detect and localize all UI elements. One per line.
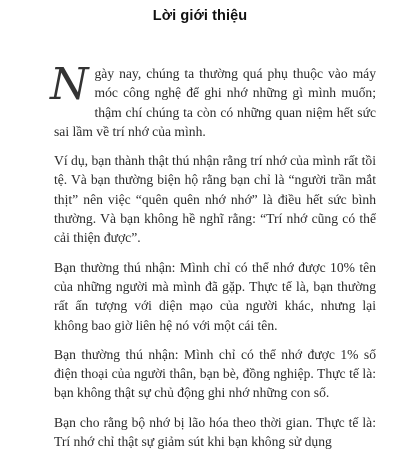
page-body — [50, 59, 376, 461]
paragraph-3: Bạn thường thú nhận: Mình chỉ có thể nhớ được 10% tên của những người mà mình đã gặp. Thực tế là, bạn thường rất ấn tượng với diện mạo của người khác, nhưng lại không bao giờ liên hệ nó với một cái tên. — [54, 259, 376, 333]
paragraph-1-text: gày nay, chúng ta thường quá phụ thuộc vào máy móc công nghệ để ghi nhớ những gì mình muốn; thậm chí chúng ta còn có những quan niệm hết sức sai lầm về trí nhớ của mình. — [54, 66, 376, 139]
page-title: Lời giới thiệu — [152, 8, 248, 24]
paragraph-2: Ví dụ, bạn thành thật thú nhận rằng trí nhớ của mình rất tồi tệ. Và bạn thường biện hộ rằng bạn chỉ là “người trần mắt thịt” nên việc “quên quên nhớ nhớ” là điều hết sức bình thường. Và bạn không hề nghĩ rằng: “Trí nhớ cũng có thể cải thiện được”. — [54, 153, 376, 246]
paragraph-1 — [50, 59, 376, 141]
drop-cap: N — [50, 59, 89, 110]
paragraph-4: Bạn thường thú nhận: Mình chỉ có thể nhớ được 1% số điện thoại của người thân, bạn bè, đồng nghiệp. Thực tế là: bạn không thật sự chủ động ghi nhớ những con số. — [54, 346, 376, 401]
paragraph-5: Bạn cho rằng bộ nhớ bị lão hóa theo thời gian. Thực tế là: Trí nhớ chỉ thật sự giảm sút khi bạn không sử dụng — [54, 414, 376, 450]
